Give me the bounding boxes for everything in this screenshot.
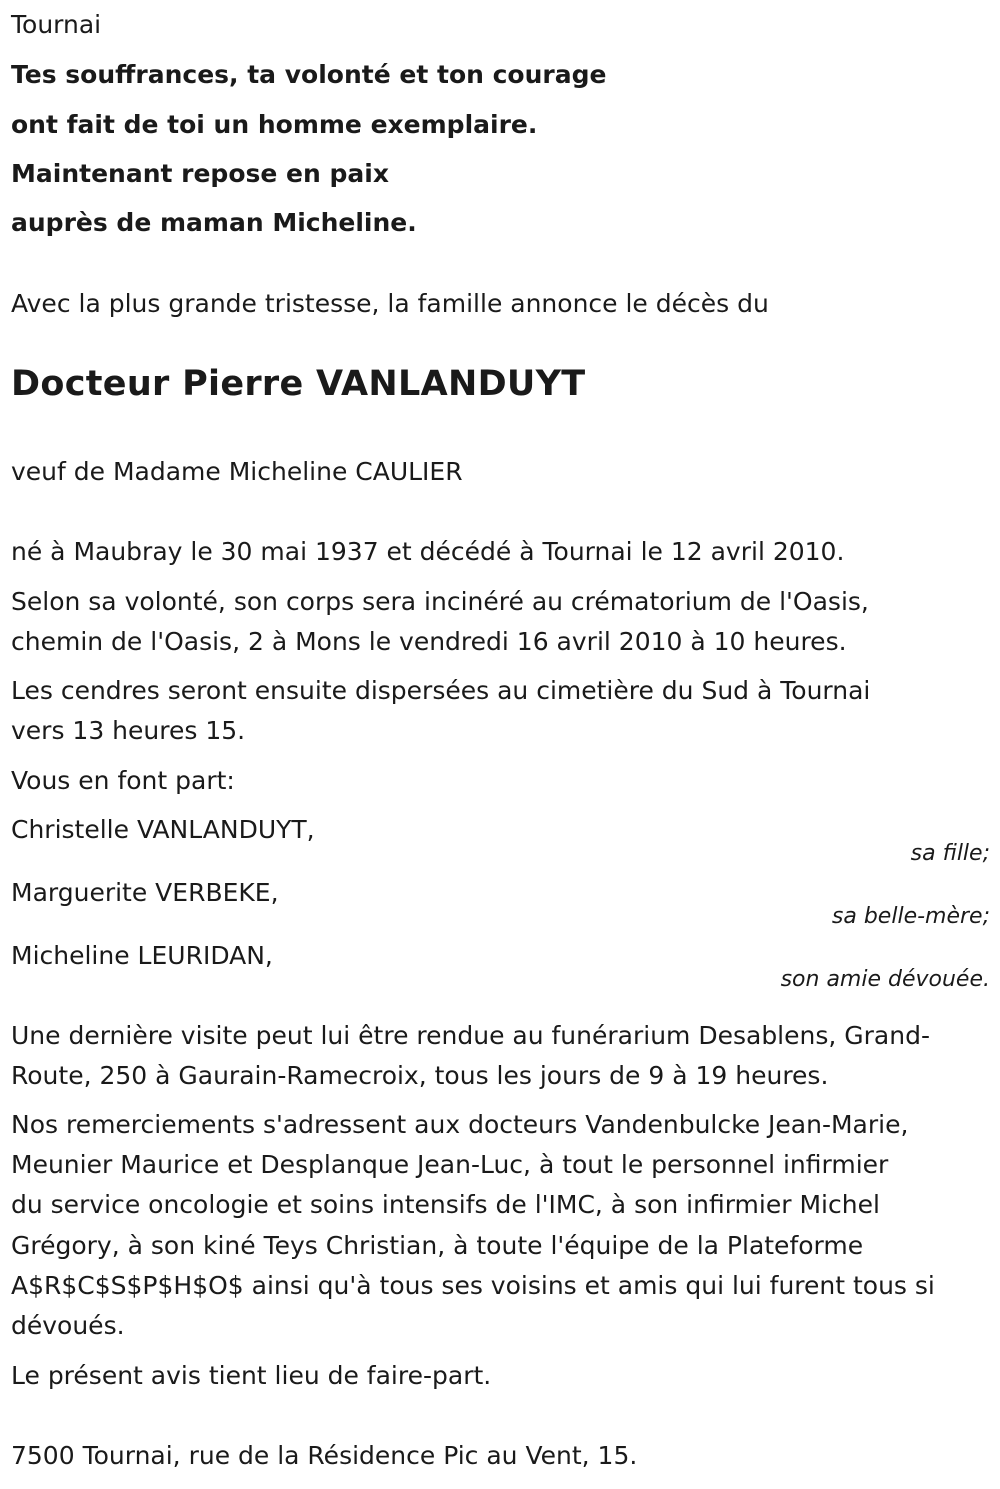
thanks-line-6: dévoués.	[11, 1311, 125, 1340]
poem-line-1: Tes souffrances, ta volonté et ton courage	[11, 60, 607, 89]
thanks-line-3: du service oncologie et soins intensifs de l'IMC, à son infirmier Michel	[11, 1190, 880, 1219]
city-heading: Tournai	[11, 10, 102, 39]
notice-text: Le présent avis tient lieu de faire-part.	[11, 1361, 492, 1390]
poem-line-2: ont fait de toi un homme exemplaire.	[11, 110, 538, 139]
deceased-name: Docteur Pierre VANLANDUYT	[11, 364, 586, 404]
family-member-role: son amie dévouée.	[780, 967, 990, 992]
address-text: 7500 Tournai, rue de la Résidence Pic au Vent, 15.	[11, 1441, 638, 1470]
family-member-role: sa belle-mère;	[831, 904, 990, 929]
thanks-line-2: Meunier Maurice et Desplanque Jean-Luc, à tout le personnel infirmier	[11, 1150, 889, 1179]
announcement-text: Avec la plus grande tristesse, la famille annonce le décès du	[11, 289, 769, 318]
family-member-role: sa fille;	[910, 841, 990, 866]
visit-line-1: Une dernière visite peut lui être rendue au funérarium Desablens, Grand-	[11, 1021, 930, 1050]
ashes-line-2: vers 13 heures 15.	[11, 716, 246, 745]
family-intro: Vous en font part:	[11, 766, 235, 795]
family-member-name: Marguerite VERBEKE,	[11, 878, 279, 907]
thanks-line-4: Grégory, à son kiné Teys Christian, à toute l'équipe de la Plateforme	[11, 1231, 864, 1260]
ashes-line-1: Les cendres seront ensuite dispersées au cimetière du Sud à Tournai	[11, 676, 871, 705]
cremation-line-1: Selon sa volonté, son corps sera incinéré au crématorium de l'Oasis,	[11, 587, 869, 616]
visit-line-2: Route, 250 à Gaurain-Ramecroix, tous les jours de 9 à 19 heures.	[11, 1061, 829, 1090]
thanks-line-1: Nos remerciements s'adressent aux docteurs Vandenbulcke Jean-Marie,	[11, 1110, 909, 1139]
family-member-name: Christelle VANLANDUYT,	[11, 815, 315, 844]
family-member-name: Micheline LEURIDAN,	[11, 941, 273, 970]
birth-death-text: né à Maubray le 30 mai 1937 et décédé à Tournai le 12 avril 2010.	[11, 537, 845, 566]
thanks-line-5: A$R$C$S$P$H$O$ ainsi qu'à tous ses voisins et amis qui lui furent tous si	[11, 1271, 935, 1300]
cremation-line-2: chemin de l'Oasis, 2 à Mons le vendredi 16 avril 2010 à 10 heures.	[11, 627, 847, 656]
poem-line-3: Maintenant repose en paix	[11, 159, 389, 188]
poem-line-4: auprès de maman Micheline.	[11, 208, 417, 237]
spouse-text: veuf de Madame Micheline CAULIER	[11, 457, 463, 486]
